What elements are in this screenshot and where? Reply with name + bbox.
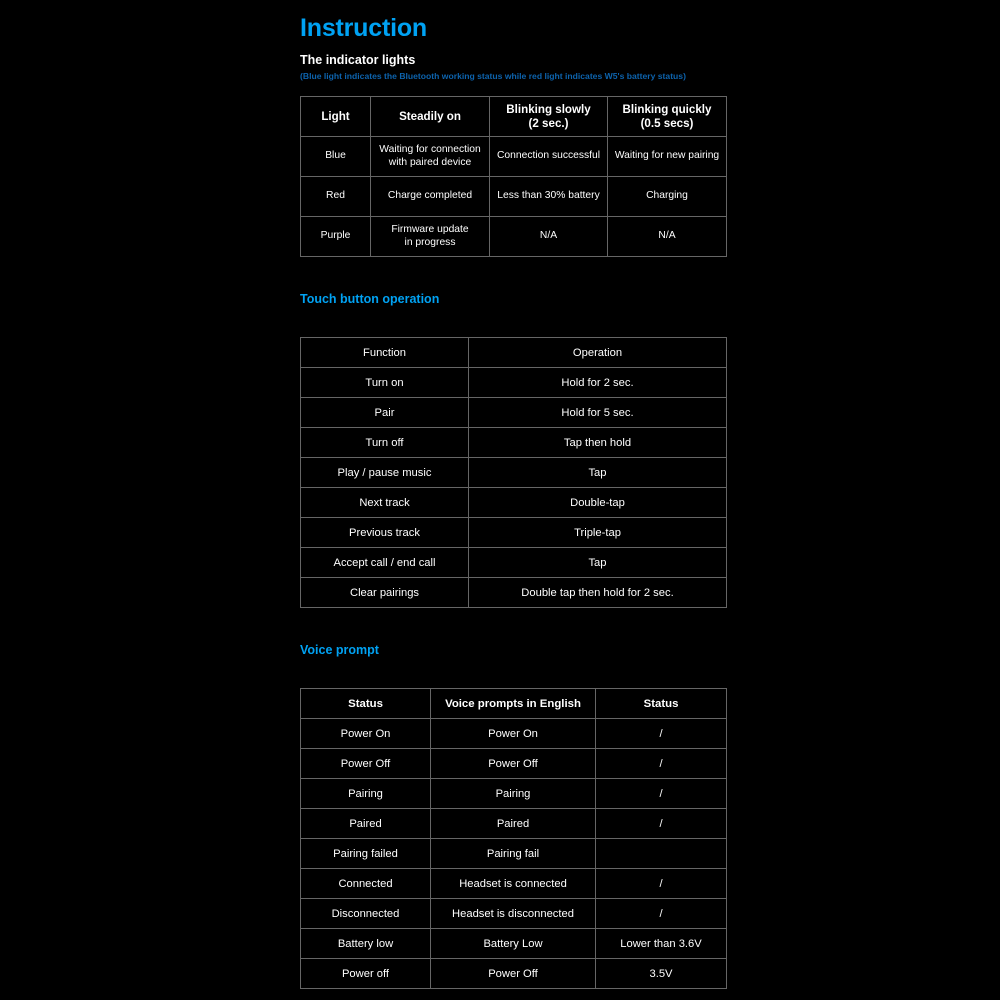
cell-function: Turn off xyxy=(301,428,469,458)
section-heading-indicator-lights: The indicator lights xyxy=(300,53,416,67)
table-row xyxy=(301,518,727,548)
table-row xyxy=(301,177,727,217)
column-header-blinking-quickly xyxy=(608,97,727,137)
table-row xyxy=(301,869,727,899)
cell-operation: Tap xyxy=(469,548,727,578)
cell-detail: Lower than 3.6V xyxy=(596,929,727,959)
cell-detail xyxy=(596,839,727,869)
cell-steadily-on-line1: Waiting for connection xyxy=(379,144,481,155)
cell-operation: Tap xyxy=(469,458,727,488)
column-header-blinking-slowly-text: Blinking slowly xyxy=(506,103,591,116)
instruction-page xyxy=(300,0,726,989)
section-note-indicator-lights: (Blue light indicates the Bluetooth working status while red light indicates W5's battery status) xyxy=(300,71,686,81)
cell-operation: Tap then hold xyxy=(469,428,727,458)
column-header-steadily-on xyxy=(371,97,490,137)
cell-detail: 3.5V xyxy=(596,959,727,989)
table-row xyxy=(301,719,727,749)
cell-status: Disconnected xyxy=(301,899,431,929)
column-header-voice-prompts: Voice prompts in English xyxy=(431,689,596,719)
cell-detail: / xyxy=(596,749,727,779)
cell-function: Pair xyxy=(301,398,469,428)
cell-prompt: Headset is disconnected xyxy=(431,899,596,929)
spacer xyxy=(300,257,726,291)
spacer xyxy=(300,42,726,52)
table-row xyxy=(301,959,727,989)
cell-detail: / xyxy=(596,809,727,839)
cell-blinking-slowly: Connection successful xyxy=(490,137,608,177)
cell-operation: Hold for 5 sec. xyxy=(469,398,727,428)
cell-prompt: Pairing xyxy=(431,779,596,809)
cell-prompt: Power Off xyxy=(431,959,596,989)
cell-operation: Double-tap xyxy=(469,488,727,518)
cell-steadily-on-line2: in progress xyxy=(404,236,456,248)
cell-steadily-on xyxy=(371,217,490,257)
cell-status: Pairing xyxy=(301,779,431,809)
voice-prompt-table xyxy=(300,688,727,989)
cell-function: Previous track xyxy=(301,518,469,548)
table-row xyxy=(301,809,727,839)
table-row xyxy=(301,217,727,257)
cell-light: Red xyxy=(301,177,371,217)
cell-status: Pairing failed xyxy=(301,839,431,869)
cell-steadily-on: Charge completed xyxy=(371,177,490,217)
column-header-steadily-on-text: Steadily on xyxy=(399,109,461,123)
cell-blinking-quickly: Charging xyxy=(608,177,727,217)
cell-prompt: Power On xyxy=(431,719,596,749)
cell-prompt: Pairing fail xyxy=(431,839,596,869)
table-row xyxy=(301,398,727,428)
table-header-row xyxy=(301,338,727,368)
cell-status: Connected xyxy=(301,869,431,899)
cell-prompt: Paired xyxy=(431,809,596,839)
column-header-operation: Operation xyxy=(469,338,727,368)
column-header-blinking-quickly-text: Blinking quickly xyxy=(622,103,712,116)
table-row xyxy=(301,548,727,578)
cell-status: Power off xyxy=(301,959,431,989)
cell-function: Play / pause music xyxy=(301,458,469,488)
cell-prompt: Power Off xyxy=(431,749,596,779)
table-row xyxy=(301,137,727,177)
cell-steadily-on-line1: Firmware update xyxy=(391,224,469,235)
cell-status: Battery low xyxy=(301,929,431,959)
table-row xyxy=(301,779,727,809)
table-row xyxy=(301,578,727,608)
column-header-function: Function xyxy=(301,338,469,368)
cell-detail: / xyxy=(596,779,727,809)
cell-function: Accept call / end call xyxy=(301,548,469,578)
column-header-status-detail: Status xyxy=(596,689,727,719)
cell-status: Paired xyxy=(301,809,431,839)
cell-prompt: Battery Low xyxy=(431,929,596,959)
spacer xyxy=(300,82,726,96)
spacer xyxy=(300,658,726,688)
cell-blinking-quickly: Waiting for new pairing xyxy=(608,137,727,177)
spacer xyxy=(300,307,726,337)
column-header-blinking-quickly-sub: (0.5 secs) xyxy=(640,116,694,130)
section-heading-voice-prompt: Voice prompt xyxy=(300,643,379,657)
cell-operation: Double tap then hold for 2 sec. xyxy=(469,578,727,608)
spacer xyxy=(300,608,726,642)
table-header-row xyxy=(301,689,727,719)
cell-blinking-slowly: Less than 30% battery xyxy=(490,177,608,217)
page-title: Instruction xyxy=(300,14,427,42)
cell-blinking-quickly: N/A xyxy=(608,217,727,257)
table-row xyxy=(301,428,727,458)
cell-status: Power On xyxy=(301,719,431,749)
indicator-lights-table xyxy=(300,96,727,257)
cell-detail: / xyxy=(596,719,727,749)
cell-operation: Hold for 2 sec. xyxy=(469,368,727,398)
cell-steadily-on-line2: with paired device xyxy=(388,156,472,168)
cell-function: Turn on xyxy=(301,368,469,398)
cell-status: Power Off xyxy=(301,749,431,779)
table-row xyxy=(301,749,727,779)
table-row xyxy=(301,368,727,398)
section-heading-touch-button-operation: Touch button operation xyxy=(300,292,440,306)
cell-detail: / xyxy=(596,869,727,899)
table-row xyxy=(301,929,727,959)
cell-detail: / xyxy=(596,899,727,929)
touch-button-operation-table xyxy=(300,337,727,608)
table-row xyxy=(301,488,727,518)
cell-prompt: Headset is connected xyxy=(431,869,596,899)
cell-function: Clear pairings xyxy=(301,578,469,608)
cell-function: Next track xyxy=(301,488,469,518)
cell-steadily-on xyxy=(371,137,490,177)
cell-light: Purple xyxy=(301,217,371,257)
column-header-light xyxy=(301,97,371,137)
table-row xyxy=(301,839,727,869)
cell-operation: Triple-tap xyxy=(469,518,727,548)
column-header-blinking-slowly xyxy=(490,97,608,137)
column-header-light-text: Light xyxy=(321,109,350,123)
column-header-blinking-slowly-sub: (2 sec.) xyxy=(528,116,569,130)
table-row xyxy=(301,458,727,488)
cell-light: Blue xyxy=(301,137,371,177)
cell-blinking-slowly: N/A xyxy=(490,217,608,257)
column-header-status: Status xyxy=(301,689,431,719)
table-row xyxy=(301,899,727,929)
table-header-row xyxy=(301,97,727,137)
